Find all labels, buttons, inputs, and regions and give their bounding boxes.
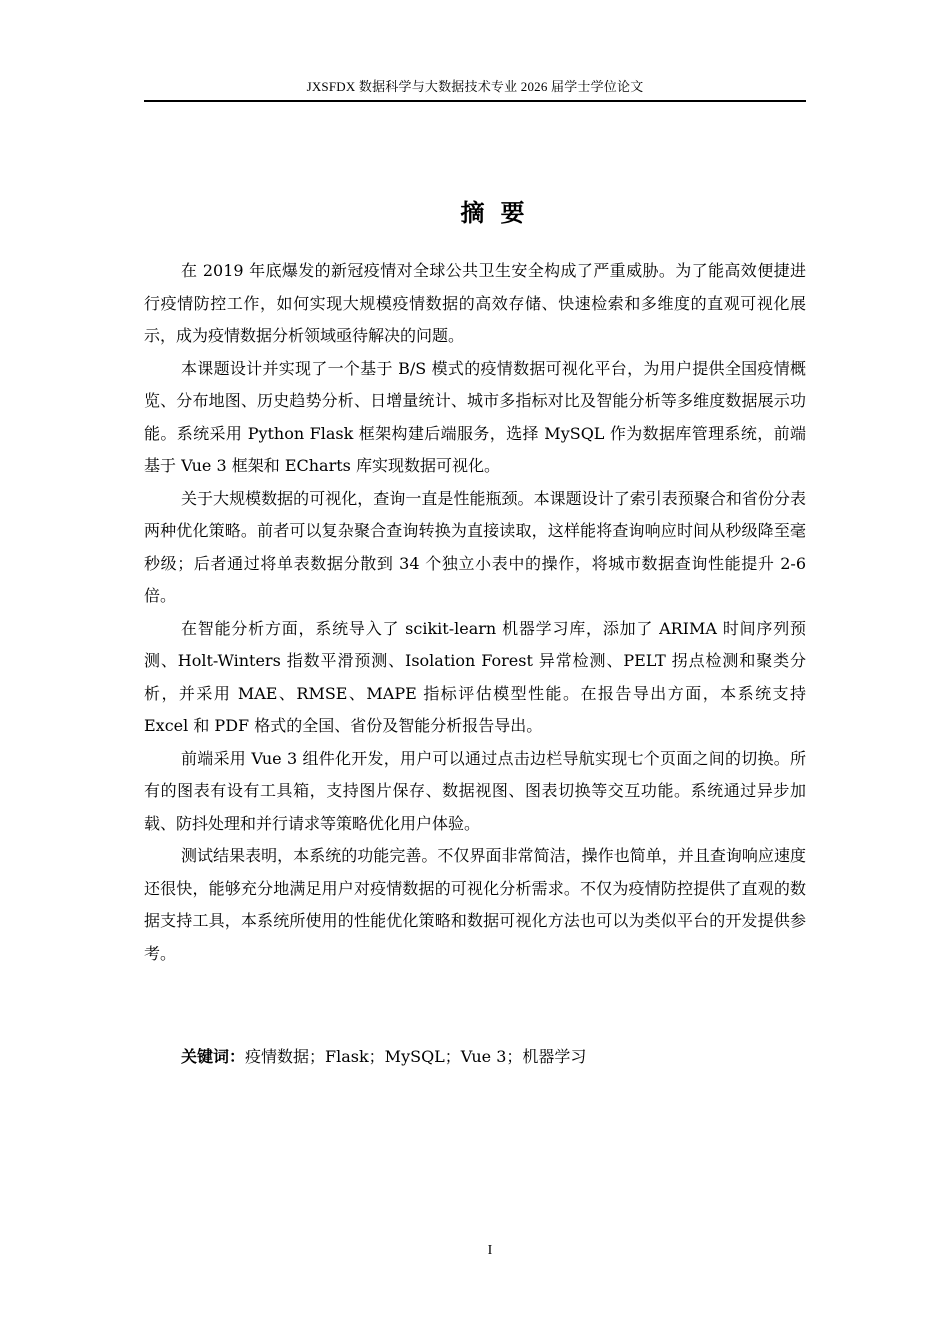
- keywords-values: 疫情数据；Flask；MySQL；Vue 3；机器学习: [245, 1047, 587, 1066]
- abstract-title: 摘要: [460, 199, 541, 227]
- abstract-paragraph: 在智能分析方面，系统导入了 scikit-learn 机器学习库，添加了 ARIMA 时间序列预测、Holt-Winters 指数平滑预测、Isolation Forest 异常检测、PELT 拐点检测和聚类分析，并采用 MAE、RMSE、MAPE 指标评估模型性能。在报告导出方面，本系统支持 Excel 和 PDF 格式的全国、省份及智能分析报告导出。: [144, 618, 806, 735]
- abstract-body: [144, 255, 806, 970]
- running-header: JXSFDX 数据科学与大数据技术专业 2026 届学士学位论文: [306, 79, 644, 94]
- header-rule: [144, 100, 806, 102]
- abstract-paragraph: 测试结果表明，本系统的功能完善。不仅界面非常简洁，操作也简单，并且查询响应速度还很快，能够充分地满足用户对疫情数据的可视化分析需求。不仅为疫情防控提供了直观的数据支持工具，本系统所使用的性能优化策略和数据可视化方法也可以为类似平台的开发提供参考。: [144, 846, 806, 963]
- abstract-paragraph: 前端采用 Vue 3 组件化开发，用户可以通过点击边栏导航实现七个页面之间的切换。所有的图表有设有工具箱，支持图片保存、数据视图、图表切换等交互功能。系统通过异步加载、防抖处理和并行请求等策略优化用户体验。: [144, 748, 806, 833]
- keywords-label: 关键词：: [181, 1047, 246, 1066]
- abstract-paragraph: 关于大规模数据的可视化，查询一直是性能瓶颈。本课题设计了索引表预聚合和省份分表两种优化策略。前者可以复杂聚合查询转换为直接读取，这样能将查询响应时间从秒级降至毫秒级；后者通过将单表数据分散到 34 个独立小表中的操作，将城市数据查询性能提升 2-6 倍。: [144, 488, 806, 605]
- page-number: I: [487, 1243, 493, 1258]
- abstract-paragraph: 在 2019 年底爆发的新冠疫情对全球公共卫生安全构成了严重威胁。为了能高效便捷进行疫情防控工作，如何实现大规模疫情数据的高效存储、快速检索和多维度的直观可视化展示，成为疫情数据分析领域亟待解决的问题。: [144, 261, 806, 345]
- keywords-line: [181, 1043, 586, 1071]
- abstract-paragraph: 本课题设计并实现了一个基于 B/S 模式的疫情数据可视化平台，为用户提供全国疫情概览、分布地图、历史趋势分析、日增量统计、城市多指标对比及智能分析等多维度数据展示功能。系统采用 Python Flask 框架构建后端服务，选择 MySQL 作为数据库管理系统，前端基于 Vue 3 框架和 ECharts 库实现数据可视化。: [144, 358, 806, 475]
